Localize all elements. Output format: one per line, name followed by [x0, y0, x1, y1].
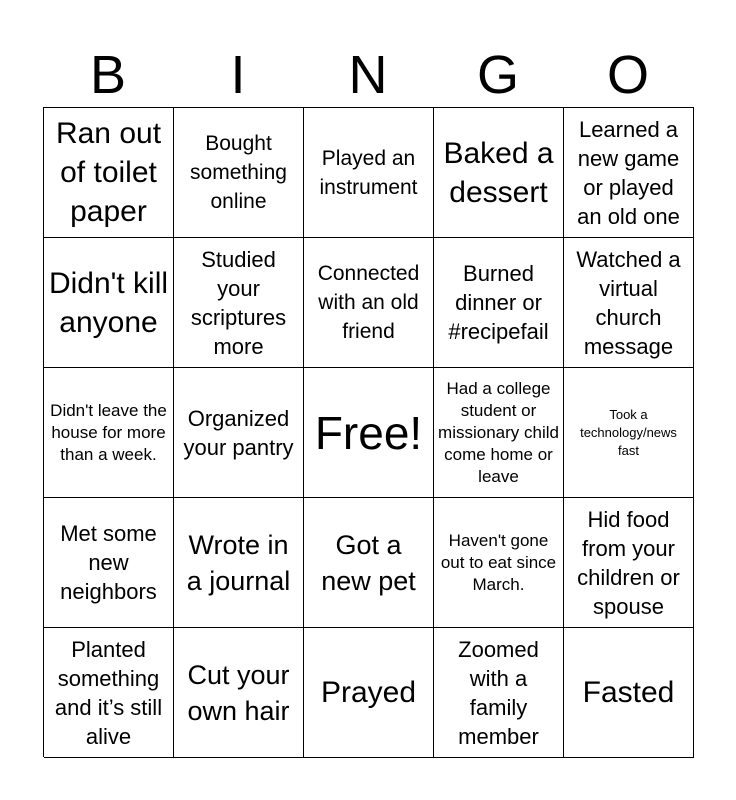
header-letter-o: O [606, 45, 649, 105]
cell-text: Baked a dessert [443, 136, 554, 209]
cell-text: Haven't gone out to eat since March. [440, 530, 557, 594]
cell-text: Got a new pet [321, 529, 416, 596]
bingo-cell[interactable] [434, 628, 564, 758]
bingo-cell[interactable] [434, 238, 564, 368]
cell-text: Watched a virtual church message [576, 246, 681, 359]
bingo-cell[interactable] [44, 238, 174, 368]
bingo-cell[interactable] [44, 368, 174, 498]
bingo-cell[interactable] [304, 498, 434, 628]
cell-text: Fasted [582, 676, 675, 709]
cell-text: Had a college student or missionary child come home or leave [438, 378, 559, 486]
bingo-cell[interactable] [174, 628, 304, 758]
header-letter-g: G [476, 45, 519, 105]
cell-text: Learned a new game or played an old one [577, 116, 680, 229]
bingo-header [43, 42, 693, 108]
cell-text: Played an instrument [319, 146, 418, 199]
bingo-cell[interactable] [174, 368, 304, 498]
cell-text: Bought something online [190, 132, 287, 213]
bingo-cell[interactable] [174, 498, 304, 628]
bingo-cell[interactable] [304, 628, 434, 758]
bingo-cell[interactable] [174, 108, 304, 238]
bingo-cell[interactable] [174, 238, 304, 368]
bingo-cell[interactable] [564, 498, 694, 628]
bingo-cell[interactable] [564, 108, 694, 238]
cell-text: Wrote in a journal [186, 529, 291, 596]
cell-text: Studied your scriptures more [190, 246, 287, 359]
cell-text: Didn't leave the house for more than a week. [50, 400, 167, 464]
header-letter-i: I [230, 45, 246, 105]
header-letter-n: N [348, 45, 388, 105]
bingo-cell[interactable] [304, 108, 434, 238]
bingo-grid [43, 107, 694, 757]
bingo-cell[interactable] [434, 498, 564, 628]
bingo-cell[interactable] [44, 108, 174, 238]
header-letter-b: B [89, 45, 127, 105]
cell-text: Organized your pantry [183, 405, 294, 460]
bingo-cell[interactable] [564, 628, 694, 758]
cell-text: Didn't kill anyone [48, 266, 169, 339]
cell-text: Cut your own hair [187, 659, 290, 726]
cell-text: Met some new neighbors [60, 521, 157, 604]
cell-text: Zoomed with a family member [458, 636, 539, 749]
cell-text: Burned dinner or #recipefail [448, 261, 549, 344]
bingo-cell[interactable] [304, 238, 434, 368]
bingo-cell[interactable] [44, 628, 174, 758]
cell-text: Ran out of toilet paper [55, 117, 162, 228]
cell-text: Took a technology/news fast [580, 406, 677, 458]
bingo-cell[interactable] [564, 368, 694, 498]
bingo-cell[interactable] [434, 108, 564, 238]
cell-text: Connected with an old friend [317, 262, 420, 343]
cell-text: Prayed [320, 676, 417, 709]
cell-text: Planted something and it’s still alive [54, 636, 163, 749]
bingo-cell[interactable] [434, 368, 564, 498]
bingo-cell[interactable] [564, 238, 694, 368]
bingo-cell[interactable] [44, 498, 174, 628]
free-space[interactable] [304, 368, 434, 498]
cell-text: Free! [314, 406, 423, 459]
cell-text: Hid food from your children or spouse [577, 506, 680, 619]
